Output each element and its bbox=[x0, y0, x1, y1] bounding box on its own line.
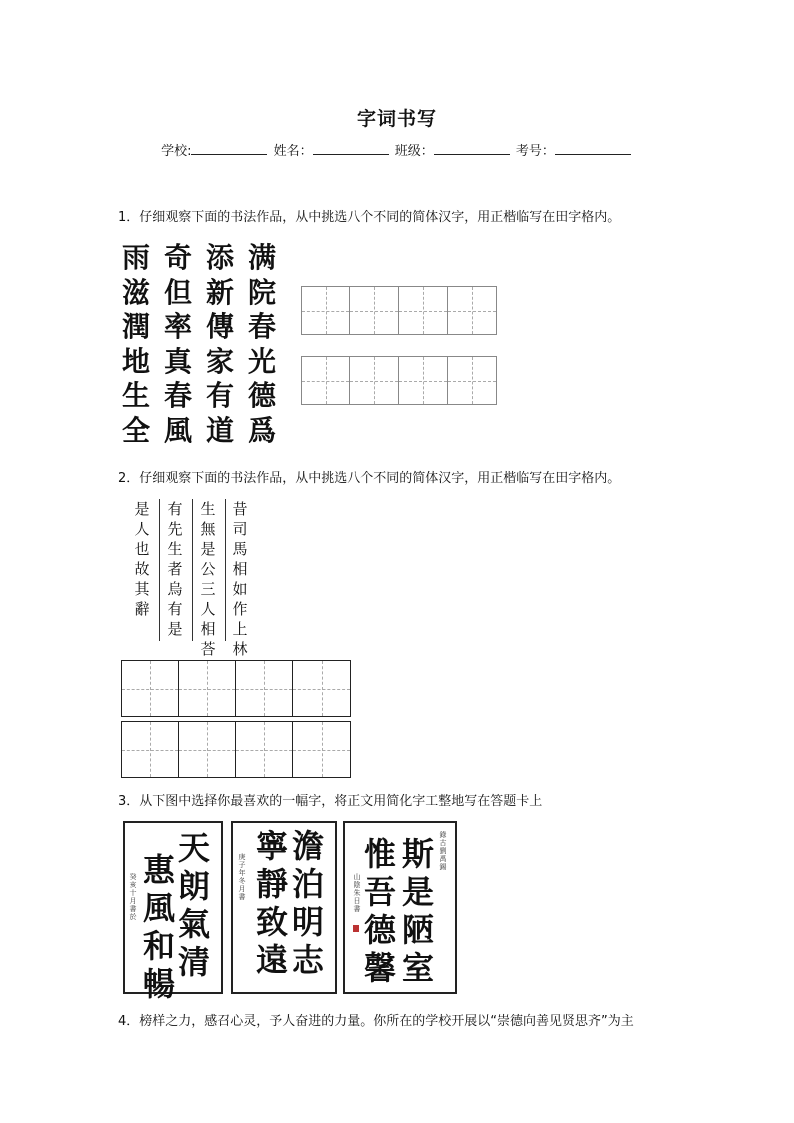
calligraphy-row: 地 真 家 光 bbox=[122, 344, 277, 378]
tian-cell[interactable] bbox=[122, 661, 179, 716]
tian-cell[interactable] bbox=[301, 286, 350, 335]
calligraphy-artwork-1 bbox=[122, 241, 292, 448]
exam-no-label: 考号： bbox=[515, 144, 555, 159]
calligraphy-row: 雨 奇 添 满 bbox=[122, 241, 277, 275]
panel-2-column-2: 寧 靜 致 遠 bbox=[255, 827, 288, 979]
panel-2-column-1: 澹 泊 明 志 bbox=[291, 827, 324, 979]
student-info-line bbox=[0, 140, 794, 159]
calligraphy-column: 有 先 生 者 烏 有 是 bbox=[167, 500, 183, 638]
panel-3-inscription: 錄 古 劉 禹 錫 bbox=[439, 831, 447, 871]
page-title: 字词书写 bbox=[356, 108, 437, 130]
panel-3-column-1: 斯 是 陋 室 bbox=[401, 835, 434, 987]
tian-cell[interactable] bbox=[350, 286, 399, 335]
calligraphy-panel-2[interactable] bbox=[231, 821, 337, 994]
panel-1-inscription: 癸 亥 十 月 書 於 bbox=[129, 873, 137, 921]
school-field[interactable] bbox=[191, 142, 267, 155]
tian-cell[interactable] bbox=[301, 356, 350, 405]
tian-cell[interactable] bbox=[236, 661, 293, 716]
tian-cell[interactable] bbox=[399, 356, 448, 405]
panel-3-column-2: 惟 吾 德 馨 bbox=[363, 835, 396, 987]
tian-grid-row-4[interactable] bbox=[121, 721, 351, 778]
tian-cell[interactable] bbox=[236, 722, 293, 777]
tian-cell[interactable] bbox=[399, 286, 448, 335]
calligraphy-panel-3[interactable] bbox=[343, 821, 457, 994]
tian-cell[interactable] bbox=[293, 661, 350, 716]
calligraphy-column: 昔 司 馬 相 如 作 上 林 bbox=[232, 500, 248, 658]
column-divider bbox=[192, 499, 193, 641]
tian-cell[interactable] bbox=[122, 722, 179, 777]
panel-1-column-2: 惠 風 和 暢 bbox=[142, 851, 175, 1003]
tian-cell[interactable] bbox=[179, 722, 236, 777]
tian-grid-row-1[interactable] bbox=[301, 286, 497, 335]
panel-3-inscription-2: 山 陰 朱 日 書 bbox=[353, 873, 361, 913]
tian-cell[interactable] bbox=[350, 356, 399, 405]
panel-2-inscription: 庚 子 年 冬 月 書 bbox=[238, 853, 246, 901]
calligraphy-column: 是 人 也 故 其 辭 bbox=[134, 500, 150, 618]
name-field[interactable] bbox=[313, 142, 389, 155]
class-label: 班级： bbox=[394, 144, 434, 159]
tian-grid-row-2[interactable] bbox=[301, 356, 497, 405]
tian-cell[interactable] bbox=[293, 722, 350, 777]
question-2-text: 2．仔细观察下面的书法作品，从中挑选八个不同的简体汉字，用正楷临写在田字格内。 bbox=[118, 471, 621, 486]
calligraphy-row: 滋 但 新 院 bbox=[122, 275, 277, 309]
calligraphy-row: 全 風 道 爲 bbox=[122, 413, 277, 447]
tian-grid-row-3[interactable] bbox=[121, 660, 351, 717]
question-1-text: 1．仔细观察下面的书法作品，从中挑选八个不同的简体汉字，用正楷临写在田字格内。 bbox=[118, 210, 621, 225]
tian-cell[interactable] bbox=[179, 661, 236, 716]
tian-cell[interactable] bbox=[448, 356, 497, 405]
seal-stamp bbox=[353, 925, 359, 932]
panel-1-column-1: 天 朗 氣 清 bbox=[177, 829, 210, 981]
calligraphy-column: 生 無 是 公 三 人 相 荅 bbox=[200, 500, 216, 658]
column-divider bbox=[159, 499, 160, 641]
column-divider bbox=[225, 499, 226, 641]
question-4-text: 4．榜样之力，感召心灵，予人奋进的力量。你所在的学校开展以“崇德向善见贤思齐”为主 bbox=[118, 1014, 634, 1029]
school-label: 学校: bbox=[161, 144, 192, 159]
calligraphy-row: 生 春 有 德 bbox=[122, 379, 277, 413]
calligraphy-artwork-2 bbox=[125, 499, 257, 658]
tian-cell[interactable] bbox=[448, 286, 497, 335]
name-label: 姓名： bbox=[273, 144, 313, 159]
calligraphy-panel-1[interactable] bbox=[123, 821, 223, 1003]
question-3-text: 3．从下图中选择你最喜欢的一幅字，将正文用简化字工整地写在答题卡上 bbox=[118, 794, 543, 809]
exam-no-field[interactable] bbox=[555, 142, 631, 155]
calligraphy-row: 潤 率 傳 春 bbox=[122, 310, 277, 344]
class-field[interactable] bbox=[434, 142, 510, 155]
